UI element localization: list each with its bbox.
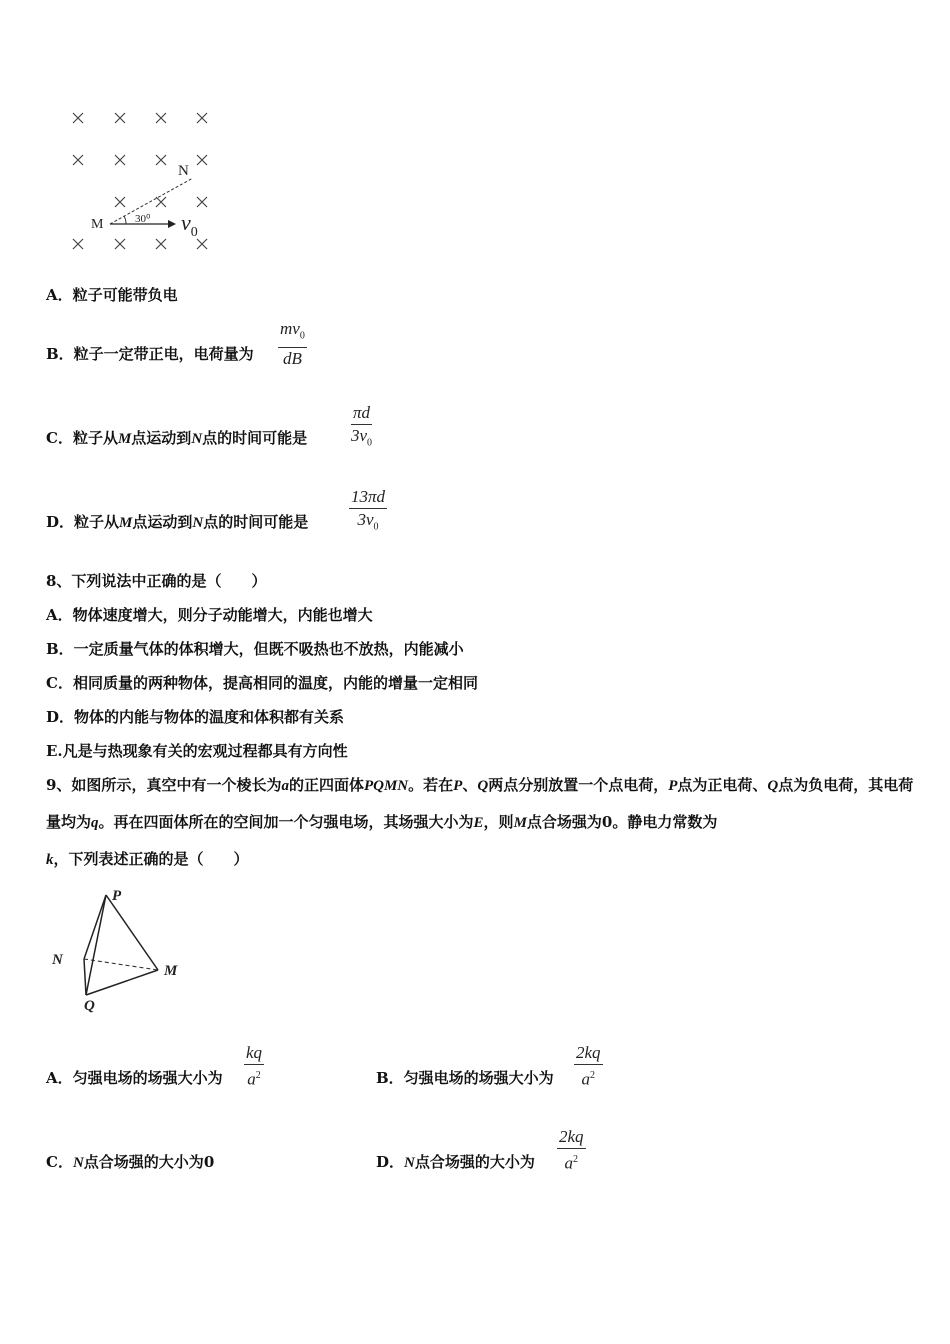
q9-option-a-fraction: kq $a^2$	[246, 1043, 263, 1089]
q9-option-c: C．N点合场强的大小为0	[46, 1153, 215, 1171]
q7-option-b	[46, 344, 254, 364]
q7-option-d: D．粒子从M点运动到N点的时间可能是	[46, 513, 309, 531]
fig-label-m: M	[164, 963, 178, 979]
q8-option-a: A．物体速度增大，则分子动能增大，内能也增大	[46, 606, 373, 624]
q8-option-e: E.凡是与热现象有关的宏观过程都具有方向性	[46, 742, 348, 760]
q9-option-d: D．N点合场强的大小为	[376, 1153, 535, 1171]
q9-option-d-fraction: 2kq $a^2$	[559, 1127, 584, 1173]
label-n: N	[178, 163, 189, 179]
q9-stem: 9、如图所示，真空中有一个棱长为a的正四面体PQMN。若在P、Q两点分别放置一个点电荷，P点为正电荷、Q点为负电荷，其电荷量均为q。再在四面体所在的空间加一个匀强电场，其场强大小为E，则M点合场强为0。静电力常数为k，下列表述正确的是（ ）	[46, 776, 914, 868]
magnetic-field-figure	[60, 100, 230, 260]
angle-label: 30⁰	[135, 213, 151, 225]
q7-option-b-text: B．粒子一定带正电，电荷量为	[46, 345, 254, 363]
q8-option-c: C．相同质量的两种物体，提高相同的温度，内能的增量一定相同	[46, 674, 478, 692]
q7-option-b-fraction: $mv_0$ dB	[280, 319, 305, 369]
velocity-label: $v_0$	[181, 210, 198, 240]
q7-option-a: A．粒子可能带负电	[46, 286, 178, 304]
label-m: M	[91, 217, 104, 232]
q8-option-d: D．物体的内能与物体的温度和体积都有关系	[46, 708, 345, 726]
q8-stem: 8、下列说法中正确的是（ ）	[46, 572, 267, 590]
q8-option-b: B．一定质量气体的体积增大，但既不吸热也不放热，内能减小	[46, 640, 464, 658]
fig-label-q: Q	[84, 998, 95, 1014]
q7-option-d-fraction: 13πd $3v_0$	[351, 487, 386, 533]
q9-option-b-fraction: 2kq $a^2$	[576, 1043, 601, 1089]
q7-option-c: C．粒子从M点运动到N点的时间可能是	[46, 429, 308, 447]
q9-option-a: A．匀强电场的场强大小为	[46, 1069, 223, 1087]
angle-arc	[124, 216, 126, 224]
q9-option-b: B．匀强电场的场强大小为	[376, 1069, 554, 1087]
hidden-edge-nm	[84, 959, 158, 970]
q7-option-c-fraction: πd $3v_0$	[351, 403, 373, 449]
tetrahedron-edges	[84, 895, 158, 995]
fig-label-n: N	[52, 952, 63, 968]
fig-label-p: P	[112, 888, 122, 904]
tetrahedron-figure	[46, 885, 196, 1015]
